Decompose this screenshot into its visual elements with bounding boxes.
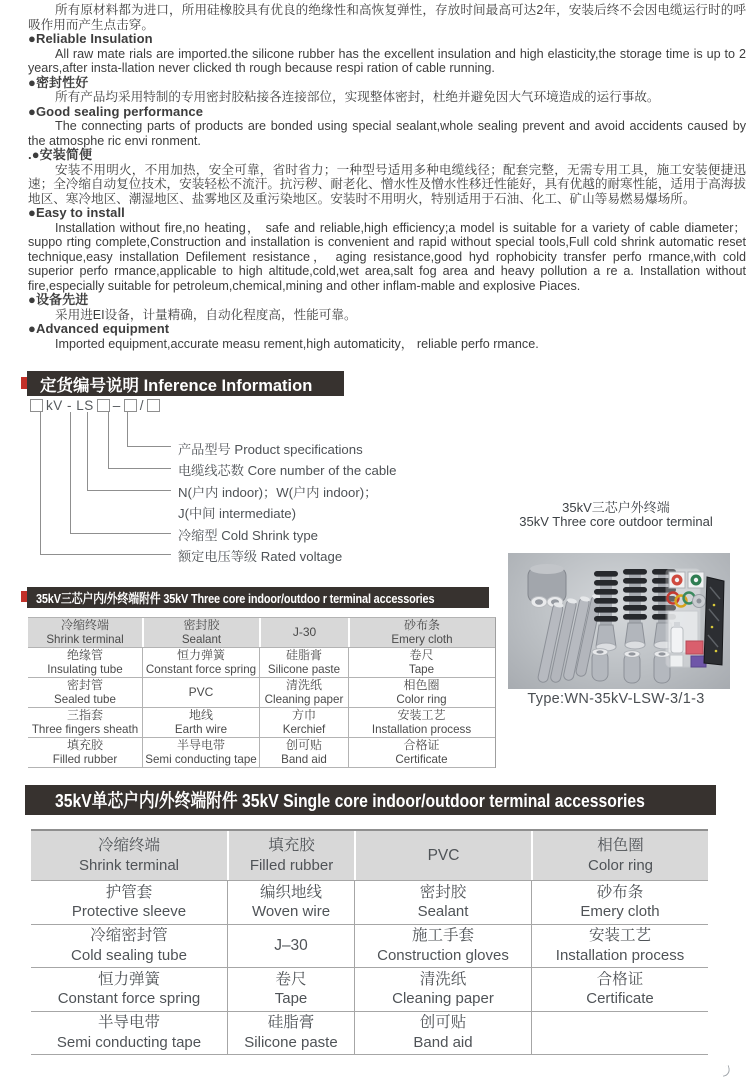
product-type-label: Type:WN-35kV-LSW-3/1-3: [527, 691, 705, 707]
table-cell: 相色圈 Color ring: [348, 678, 494, 707]
single-core-section-title: 35kV单芯户内/外终端附件 35kV Single core indoor/outdoor terminal accessories: [55, 790, 645, 811]
table-row: [28, 738, 495, 768]
table-cell: 地线 Earth wire: [142, 708, 259, 737]
heading-easy-install: ●Easy to install: [28, 205, 125, 220]
code-label-indoor-outdoor: N(户内 indoor)；W(户内 indoor)；: [178, 485, 378, 500]
table-cell: 方巾 Kerchief: [259, 708, 348, 737]
table-cell: 清洗纸 Cleaning paper: [354, 968, 531, 1011]
three-core-section-title: 35kV三芯户内/外终端附件 35kV Three core indoor/outdoo r terminal accessories: [36, 591, 435, 606]
terminal-caption-en: 35kV Three core outdoor terminal: [519, 514, 713, 529]
table-cell: 填充胶 Filled rubber: [227, 831, 354, 880]
code-label-core-number: 电缆线芯数 Core number of the cable: [178, 463, 397, 478]
code-label-rated-voltage: 额定电压等级 Rated voltage: [178, 549, 343, 564]
product-photo-illustration: [508, 553, 730, 689]
inference-section-header: [27, 371, 344, 396]
table-row: [31, 881, 708, 925]
table-cell: PVC: [354, 831, 531, 880]
three-core-section-header: [27, 587, 489, 608]
table-cell: 相色圈 Color ring: [531, 831, 708, 880]
table-cell: 清洗纸 Cleaning paper: [259, 678, 348, 707]
heading-easy-install-cn: .●安装简便: [28, 147, 93, 162]
table-cell: 冷缩终端 Shrink terminal: [78, 837, 180, 874]
intro-paragraph-cn-2: 所有产品均采用特制的专用密封胶粘接各连接部位，实现整体密封，杜绝并避免因大气环境造成的运行事故。: [55, 90, 660, 104]
table-cell: PVC: [142, 678, 259, 707]
heading-sealing-cn: ●密封性好: [28, 74, 89, 90]
table-cell: 施工手套 Construction gloves: [354, 925, 531, 968]
table-cell: 卷尺 Tape: [227, 968, 354, 1011]
intro-paragraph-cn-1: 所有原材料都为进口，所用硅橡胶具有优良的绝缘性和高恢复弹性，存放时间最高可达2年，安装后终不会因电缆运行时的呼吸作用而产生点击穿。: [28, 3, 746, 32]
breakout-boot-shape: [528, 564, 566, 608]
terminal-caption-cn: 35kV三芯户外终端: [562, 500, 670, 515]
scan-artifact: [721, 1065, 731, 1076]
table-cell: 密封胶 Sealant: [142, 618, 259, 647]
connector-line: [127, 412, 171, 447]
table-cell: 半导电带 Semi conducting tape: [142, 738, 259, 767]
table-cell: 冷缩密封管 Cold sealing tube: [71, 927, 187, 964]
table-cell: 半导电带 Semi conducting tape: [56, 1014, 202, 1051]
code-segment: kV - LS: [46, 398, 94, 413]
table-cell: 编织地线 Woven wire: [227, 881, 354, 924]
table-cell: 安装工艺 Installation process: [348, 708, 494, 737]
table-cell: 绝缘管 Insulating tube: [47, 648, 123, 676]
heading-good-sealing: ●Good sealing performance: [28, 103, 204, 119]
table-cell: 安装工艺 Installation process: [531, 925, 708, 968]
black-bag-shape: [704, 577, 724, 665]
table-cell: 护管套 Protective sleeve: [71, 883, 187, 921]
table-cell: 密封管 Sealed tube: [54, 678, 116, 706]
table-cell: 恒力弹簧 Constant force spring: [57, 970, 201, 1008]
table-row: [31, 831, 708, 881]
code-box: [147, 399, 160, 412]
model-code: [30, 398, 160, 413]
table-cell: J-30: [259, 618, 348, 647]
sealed-tubes-shape: [592, 649, 670, 683]
inference-section-title: 定货编号说明 Inference Information: [40, 376, 313, 395]
table-cell: 冷缩终端 Shrink terminal: [46, 618, 124, 646]
table-row: [28, 678, 495, 708]
table-cell: 砂布条 Emery cloth: [348, 618, 494, 647]
table-cell: 硅脂膏 Silicone paste: [227, 1012, 354, 1055]
code-label-cold-shrink: 冷缩型 Cold Shrink type: [178, 528, 318, 543]
intro-paragraph-en-4: Imported equipment,accurate measu rement,high automaticity， reliable perfo rmance.: [55, 336, 539, 351]
code-box: [97, 399, 110, 412]
single-core-accessories-table: [31, 829, 708, 1055]
shed-stacks-shape: [594, 569, 676, 651]
table-row: [31, 1012, 708, 1056]
table-cell: 恒力弹簧 Constant force spring: [142, 648, 259, 677]
table-cell: 合格证 Certificate: [348, 738, 494, 767]
table-row: [31, 925, 708, 969]
intro-paragraph-en-3: Installation without fire,no heating， safe and reliable,high efficiency;a model is suitable for a variety of cable diameter； suppo rting complete,Construction and installation is convenient and rapid without special tools,Full cold shrink automatic reset technique,easy installation Defilement resistance， aging resistance,good hyd rophobicity transfer perfo rmance,with cold superior perfo rmance,applicable to high altitude,cold,wet area,salt fog area and heavy pollution a re a. Installation without fire,especially suitable for petroleum,chemical,mining and other inflam-mable and explosive Piaces.: [28, 220, 746, 293]
table-cell: J–30: [227, 925, 354, 968]
table-cell: 创可贴 Band aid: [259, 738, 348, 767]
intro-paragraph-en-2: The connecting parts of products are bonded using special sealant,whole sealing prevent and avoid accidents caused by the atmosphe ric envi ronment.: [28, 119, 746, 148]
table-cell: 硅脂膏 Silicone paste: [259, 648, 348, 677]
table-cell: 创可贴 Band aid: [354, 1012, 531, 1055]
code-label-intermediate: J(中间 intermediate): [178, 506, 296, 521]
code-segment: /: [139, 398, 145, 413]
table-row: [28, 648, 495, 678]
code-box: [124, 399, 137, 412]
table-row: [28, 708, 495, 738]
intro-paragraph-cn-4: 采用进EI设备，计量精确，自动化程度高，性能可靠。: [55, 307, 357, 322]
intro-paragraph-en-1: All raw mate rials are imported.the silicone rubber has the excellent insulation and high elasticity,the storage time is up to 2 years,after insta-llation never clicked th rough because respi ration of cable running.: [28, 46, 746, 75]
three-core-accessories-table: [28, 617, 496, 768]
table-cell: [531, 1012, 708, 1055]
heading-reliable-insulation: ●Reliable Insulation: [28, 31, 153, 46]
table-cell: 密封胶 Sealant: [354, 881, 531, 924]
table-cell: 卷尺 Tape: [348, 648, 494, 677]
table-row: [31, 968, 708, 1012]
table-row: [28, 618, 495, 648]
product-photo: [508, 553, 730, 689]
code-box: [30, 399, 43, 412]
accessory-bags-shape: [666, 569, 706, 667]
code-segment: –: [112, 398, 121, 413]
single-core-section-header: [25, 785, 716, 815]
code-label-product-spec: 产品型号 Product specifications: [178, 442, 363, 457]
table-cell: 砂布条 Emery cloth: [531, 881, 708, 924]
heading-advanced-equipment: ●Advanced equipment: [28, 321, 170, 336]
table-cell: 填充胶 Filled rubber: [52, 738, 118, 766]
table-cell: 合格证 Certificate: [531, 968, 708, 1011]
heading-advanced-cn: ●设备先进: [28, 292, 89, 307]
table-cell: 三指套 Three fingers sheath: [31, 708, 139, 736]
intro-section: [28, 3, 746, 351]
intro-paragraph-cn-3: 安装不用明火，不用加热，安全可靠，省时省力；一种型号适用多种电缆线径；配套完整，无需专用工具，施工安装便捷迅速；全冷缩自动复位技术，安装轻松不流汗。抗污秽、耐老化、憎水性及憎水性移迁性能好，具有优越的耐寒性能，适用于高海拔地区、寒冷地区、潮湿地区、盐雾地区及重污染地区。安装时不用明火，特别适用于石油、化工、矿山等易燃易爆场所。: [28, 162, 746, 206]
